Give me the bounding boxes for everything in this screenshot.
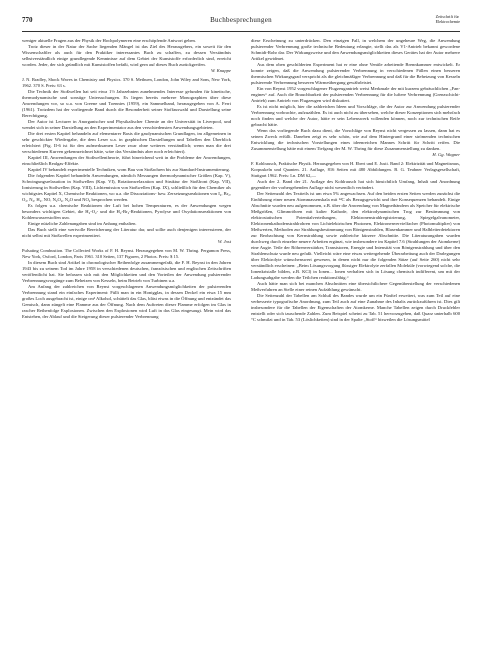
journal-line-1: Zeitschrift für xyxy=(435,14,459,19)
text-columns xyxy=(22,38,460,323)
journal-line-2: Elektrochemie xyxy=(435,19,460,24)
page-header xyxy=(22,14,460,32)
paragraph: Wenn das vorliegende Buch dazu dient, die Vorschläge von Reynst nicht vergessen zu lassen, dann hat es seinen Zweck erfüllt. Daneben zeigt es sehr schön, wie auf dem Hintergrund einer strömenden technischen Entwicklung die technischen Vorstellungen eines ideenreichen Mannes Schritt für Schritt reifen. Die Zusammenstellung hätte mit einem Tiefgang der M. W. Thring für diese Zusammenstellung zu danken. xyxy=(251,128,460,151)
paragraph: Ein von Reynst 1952 vorgeschlagener Flugzeugantrieb weist Merkmale der mit kurzem gebräuchlichen „Fan-engines“ auf. Auch die Brauchbarkeit der pulsierenden Verbrennung für die luftere Verbrennung (Grenzschicht-Antrieb) zum Antrieb von Flugzeugen wird diskutiert. xyxy=(251,86,460,103)
paragraph: Kapitel IV behandelt experimentelle Techniken, wom Bau von Stoßrohren bis zur Standard-Instrumentierung. xyxy=(28,167,230,172)
paragraph: Aus dem oben geschilderten Experiment hat er eine ohne Ventile arbeitende Brennkammer entwickelt. Er konnte zeigen, daß die Anwendung pulsierender Verbrennung in verschiedenen Fällen einen besseren thermischen Wirkungsgrad verspricht als die gleichmäßiger Verbrennung und daß für die Beheizung von Kesseln pulsierende Verbrennung besseren Wärmeübergang gewährleistet. xyxy=(251,62,460,85)
paragraph: Es folgen u.a. chemische Reaktionen der Luft bei hohen Temperaturen, es der Anwendungen wegen besonders wichtigen Gebiet, die H₂-O₂- und die H₂-Br₂-Reaktionen, Pyrolyse und Oxydationsreaktionen von Kohlenwasserstoffen usw. xyxy=(22,203,231,220)
book-citation: F. Kohlrausch, Praktische Physik. Herausgegeben von H. Ebert und E. Justi. Band 2: Elektrizität und Magnetismus, Korpuskeln und Quanten. 21. Auflage, 816 Seiten mit 480 Abbildungen. B. G. Teubner Verlagsgesellschaft, Stuttgart 1962. Preis: Ln. DM 62,— xyxy=(251,161,460,178)
paragraph: weniger aktuelle Fragen aus der Physik der Hochpolymeren eine erschöpfende Antwort geben. xyxy=(22,38,196,43)
book-citation: Pulsating Combustion. The Collected Works of F. H. Reynst. Herausgegeben von M. W. Thring. Pergamon Press, New York, Oxford, London, Paris 1961. 310 Seiten, 137 Figuren, 2 Photos. Preis: $ 15. xyxy=(22,248,231,259)
paragraph: Der Seitenzahl des Textteils ist um etwa 5% angewachsen. Auf den beiden ersten Seiten werden zunächst die Einführung einer neuen Atommassenskala mit ¹²C als Bezugsgewicht und ihre Konsequenzen behandelt. Einige Abschnitte wurden neu aufgenommen, z.B. über die Anwendung von Magnetbändern als Speicher für elektrische Meßgrößen, Glimmröhren mit kalter Kathode, den elektrodynamischen Trog zur Bestimmung von elektrostatischen Potentialverteilungen, Elektronenstrahlregistrierung, Spiegelgalvanometer, Elektronenkathodenstrahlrohren von Lichtelektrischen Photonen, Elektronenvervielfacher (Photomultiplier) von Meßwerten, Methoden zur Strahlungsbestimmung von Röntgenstrahlen, Blasenkammer und Halbleiterdetektoren zur Beobachtung von Kernstrahlung sowie zahlreiche kürzere Abschnitte. Die Literaturangaben wurden durchweg durch einzelne neuere Arbeiten ergänzt, wie insbesondere im Kapitel 7.6 (Strahlungen der Atomkerne) eine Augie. Teile der Röhrenverstärker, Transistoren, Energie und Intensität von Röntgenstrahlung und über den Strahlenschutz wurde neu gefaßt. Vielleicht wäre eine etwas weitergehende Überarbeitung auch der Darlegungen über Elektrolyte wünschenswert gewesen, in denen nicht nur die folgenden Sätze (auf Seite 260) nicht sehr verständlich erscheinen: „Beim Lösungsvorgang flüssiger Elektrolyte zerfallen Moleküle (vorwiegend solche, die Ionenkristalle bilden, z.B. KCl) in Ionen... Ionen verhalten sich in Lösung chemisch indifferent, um mit der Ladungsabgabe werden die Teilchen reaktionsfähig.“ xyxy=(251,191,460,280)
paragraph: Kapitel III, Anwendungen der Stoßwellentheorie, führt hinreichend weit in die Probleme der Anwendungen, einschließlich Realgas-Effekte. xyxy=(22,155,231,166)
paragraph: Auch der 2. Band der 21. Auflage des Kohlrausch hat sich hinsichtlich Umfang, Inhalt und Anordnung gegenüber der vorhergehenden Auflage nicht wesentlich verändert. xyxy=(251,179,460,190)
book-citation: J. N. Bradley, Shock Waves in Chemistry and Physics. 370 S. Methuen, London, John Wiley and Sons, New York, 1962. 370 S. Preis: 63 s. xyxy=(22,77,231,88)
paragraph: diese Erscheinung zu unterdrücken. Den einzigen Fall, in welchem der ungeheure Weg, die Anwendung pulsierender Verbrennung große technische Bedeutung erlangte, stellt das als V1-Antrieb bekannt gewordene Schmidt-Rohr dar. Der Wirkungsweise und den Anwendungsmöglichkeiten dieses Gerätes hat der Autor mehrere Artikel gewidmet. xyxy=(251,38,460,61)
paragraph: Einige nützliche Zahlenangaben sind im Anhang enthalten. xyxy=(28,221,137,226)
paragraph: Der Autor ist Lecturer in Anorganischer und Physikalischer Chemie an der Universität in Liverpool, und wendet sich in seiner Darstellung an den Experimentator aus den verschiedensten Anwendungsgebieten. xyxy=(22,119,231,130)
reviewer-signature: H. Gg. Wagner xyxy=(432,152,460,157)
paragraph: Die Seitenzahl der Tabellen am Schluß des Bandes wurde um ein Fünftel erweitert, was zum Teil auf eine verbesserte typografische Anordnung, zum Teil auch auf eine Zunahme des Inhalts zurückzuführen ist. Dies gilt insbesondere für die Tabellen der Eigenschaften der Atomkerne. Manche Tabellen zeigen durch Druckfehler entstellt oder sich tauschende Zahlen. Zum Beispiel scheint zu Tab. 51 hervorzugehen, daß Quarz unterhalb 600 °C schmilzt und in Tab. 53 (Löslichkeiten) sind in der Spalte „Stoff“ bisweilen die Lösungsmittel xyxy=(251,293,460,322)
section-title: Buchbesprechungen xyxy=(210,16,272,24)
journal-name xyxy=(436,14,460,24)
paragraph: Die drei ersten Kapitel behandeln auf elementarer Basis die gasdynamischen Grundlagen, im allgemeinen in sehr geschickter Wiedergabe, die dem Leser u.a. in graphischen Darstellungen und Tabellen den Überblick erleichtert (Fig. II-6 ist für den aufmerksamen Leser zwar ohne weiteres verständlich; wenn man die drei verschiedenen Kurven gekennzeichnet hätte, wäre das Verständnis aber noch erleichtert). xyxy=(22,131,231,154)
left-column xyxy=(22,38,231,323)
paragraph: Das Buch stellt eine wertvolle Bereicherung der Literatur dar, und sollte auch denjenigen interessieren, der nicht selbst mit Stoßwellen experimentiert. xyxy=(22,227,231,238)
paragraph: Auch hätte man sich bei manchen Abschnitten eine übersichtlichere Gegenüberstellung der verschiedenen Meßverfahren an Stelle einer reinen Aufzählung gewünscht. xyxy=(251,281,460,292)
paragraph: Trotz dieser in der Natur der Sache liegenden Mängel ist das Ziel des Herausgebers, ein soweit für den Wissenschaftler als auch für den Praktiker interessantes Buch zu schaffen, zu dessen Verständnis selbstverständlich einige grundlegende Kenntnisse auf dem Gebiet der Kunststoffe erforderlich sind, erreicht worden. Jeder, der sich gründlich mit Kunststoffen befaßt, wird gern auf dieses Buch zurückgreifen. xyxy=(22,44,231,67)
paragraph: Die Technik der Stoßwellen hat seit etwa 1½ Jahrzehnten zunehmendes Interesse gefunden für kinetische, thermodynamische und sonstige Untersuchungen. Es liegen bereits mehrere Monographien über diese Anwendungen vor, so u.a. von Greene und Toennies (1959), ein Sammelband, herausgegeben von A. Ferri (1961). Trotzdem hat der vorliegende Band durch die Besonderheit seiner Stoffauswahl und Darstellung seine Berechtigung. xyxy=(22,89,231,118)
reviewer-signature: W. Knappe xyxy=(211,68,231,73)
paragraph: Die folgenden Kapitel behandeln Anwendungen, nämlich Messungen thermodynamischer Größen (Kap. V), Schwingungsrelaxation in Stoßwellen (Kap. VI), Rotationsrelaxation und Struktur der Stoßfront (Kap. VII), Ionisierung in Stoßwellen (Kap. VIII), Lichtemission von Stoßwellen (Kap. IX), schließlich für den Chemiker als wichtigstes Kapitel X, Chemische Reaktionen, wo u.a. die Dissoziations- bzw. Zersetzungsreaktionen von I₂, Br₂, O₂, N₂, H₂, NO, N₂O₄, N₂O und NO₂ besprochen werden. xyxy=(22,173,231,202)
paragraph: In diesem Buch sind Artikel in chronologischer Reihenfolge zusammengefaßt, die F. H. Reynst in den Jahren 1943 bis zu seinem Tod im Jahre 1958 in verschiedenen deutschen, französischen und englischen Zeitschriften veröffentlicht hat. Sie befassen sich mit den Möglichkeiten und den Vorteilen der Anwendung pulsierender Verbrennungsvorgänge zum Beheizen von Kesseln, beim Betrieb von Turbinen u.a. xyxy=(22,260,231,283)
paragraph: Es ist nicht möglich, hier die zahlreichen Ideen und Vorschläge, die der Autor zur Anwendung pulsierender Verbrennung vorbrachte, aufzuzählen. Es ist auch nicht zu übersehen, welche dieser Konzeptionen sich mehrfach noch finden und welche der Autor, hätte er sein Lebenswerk vollenden können, noch zur technischen Reife gebracht hätte. xyxy=(251,104,460,127)
right-column xyxy=(251,38,460,323)
reviewer-signature: W. Jost xyxy=(217,239,231,244)
paragraph: Am Anfang der zahlreichen von Reynst vorgeschlagenen Anwendungsmöglichkeiten der pulsierenden Verbrennung stand ein einfaches Experiment: Füllt man in ein Honigglas, in dessen Deckel ein etwa 15 mm großes Loch ausgebracht ist, einige cm³ Alkohol, schüttelt das Glas, bläst etwas in die Öffnung und entzündet das Gemisch, dann züngelt eine Flamme aus der Öffnung. Nach dem Auftreten dieser Flamme erfolgen im Glas in rascher Reihenfolge Explosionen. Zwischen den Explosionen wird Luft in das Glas eingesaugt. Mein wird das Entstehen, der Ablauf und die Steigerung dieser pulsierender Verbrennung xyxy=(22,284,231,319)
page-number: 770 xyxy=(22,16,33,24)
